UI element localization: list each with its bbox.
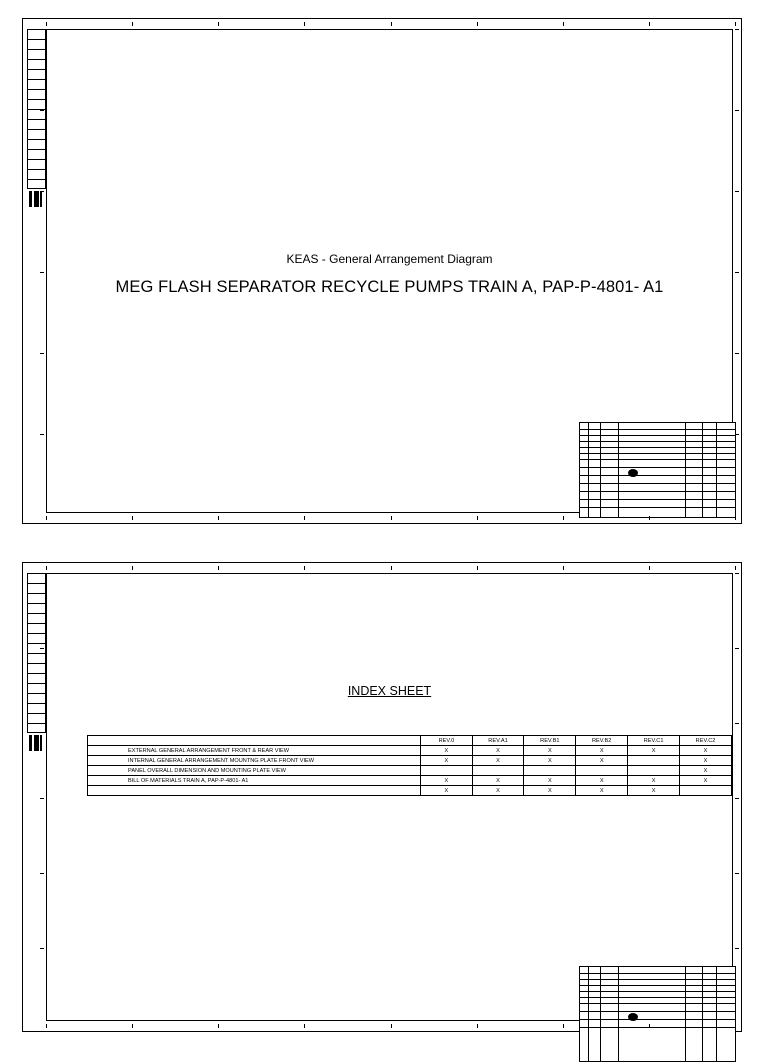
border-tick [735,22,736,26]
border-tick [735,434,739,435]
border-tick [735,723,739,724]
table-row [88,766,732,776]
revision-mark: X [576,746,628,756]
orientation-mark [27,191,44,207]
border-tick [649,1024,650,1028]
row-description: PANEL OVERALL DIMENSION AND MOUNTING PLATE VIEW [88,766,421,776]
revision-mark: X [421,746,472,756]
border-tick [735,516,736,520]
border-tick [735,1024,736,1028]
title-block [579,966,736,1062]
border-tick [649,516,650,520]
revision-mark: X [524,776,576,786]
border-tick [735,29,739,30]
border-tick [391,1024,392,1028]
column-header: REV.B2 [576,736,628,746]
border-tick [735,191,739,192]
table-row [88,746,732,756]
border-tick [735,110,739,111]
border-tick [40,948,44,949]
border-tick [40,191,44,192]
row-description: BILL OF MATERIALS TRAIN A, PAP-P-4801- A1 [88,776,421,786]
border-tick [735,573,739,574]
revision-mark: X [421,786,472,796]
index-sheet-heading: INDEX SHEET [347,684,432,698]
border-tick [46,566,47,570]
revision-mark [680,786,732,796]
border-tick [735,948,739,949]
revision-mark: X [576,776,628,786]
row-description: EXTERNAL GENERAL ARRANGEMENT FRONT & REAR VIEW [88,746,421,756]
border-tick [132,566,133,570]
border-tick [304,566,305,570]
table-row [88,756,732,766]
border-tick [563,22,564,26]
revision-mark: X [524,786,576,796]
drawing-frame [46,573,733,1021]
border-tick [46,22,47,26]
border-tick [563,516,564,520]
revision-mark [472,766,524,776]
revision-mark: X [680,756,732,766]
drawing-sheet-index [22,562,742,1032]
border-tick [649,566,650,570]
border-tick [40,873,44,874]
orientation-mark [27,735,44,751]
revision-mark [628,756,680,766]
border-tick [40,573,44,574]
border-tick [649,22,650,26]
revision-mark [628,766,680,776]
border-tick [735,648,739,649]
border-tick [40,648,44,649]
revision-mark: X [576,786,628,796]
border-tick [391,516,392,520]
border-tick [735,566,736,570]
revision-mark: X [628,746,680,756]
index-table [87,735,732,796]
revision-mark: X [628,776,680,786]
table-row [88,776,732,786]
border-tick [735,353,739,354]
border-tick [218,1024,219,1028]
border-tick [304,1024,305,1028]
table-header-row [88,736,732,746]
column-header: REV.0 [421,736,472,746]
border-tick [132,1024,133,1028]
column-header: REV.A1 [472,736,524,746]
border-tick [40,353,44,354]
revision-strip [27,29,46,189]
column-header: REV.C2 [680,736,732,746]
border-tick [132,22,133,26]
revision-strip [27,573,46,733]
border-tick [563,566,564,570]
drawing-title: MEG FLASH SEPARATOR RECYCLE PUMPS TRAIN A, PAP-P-4801- A1 [115,278,664,296]
border-tick [735,873,739,874]
revision-mark: X [680,746,732,756]
border-tick [391,22,392,26]
border-tick [132,516,133,520]
revision-mark: X [472,786,524,796]
title-block [579,422,736,518]
revision-mark [576,766,628,776]
header-description [88,736,421,746]
revision-mark: X [524,746,576,756]
border-tick [735,798,739,799]
row-description: INTERNAL GENERAL ARRANGEMENT MOUNTNG PLATE FRONT VIEW [88,756,421,766]
border-tick [218,516,219,520]
revision-mark: X [472,776,524,786]
border-tick [304,516,305,520]
border-tick [46,516,47,520]
border-tick [304,22,305,26]
revision-mark [524,766,576,776]
column-header: REV.C1 [628,736,680,746]
border-tick [477,1024,478,1028]
drawing-subtitle: KEAS - General Arrangement Diagram [286,252,493,266]
border-tick [40,29,44,30]
revision-mark: X [472,756,524,766]
border-tick [40,272,44,273]
border-tick [218,22,219,26]
border-tick [735,272,739,273]
row-description [88,786,421,796]
revision-mark: X [680,766,732,776]
revision-mark: X [472,746,524,756]
border-tick [391,566,392,570]
revision-mark: X [576,756,628,766]
border-tick [46,1024,47,1028]
revision-mark: X [421,756,472,766]
revision-mark: X [524,756,576,766]
revision-mark: X [680,776,732,786]
revision-mark: X [628,786,680,796]
border-tick [40,434,44,435]
drawing-sheet-cover [22,18,742,524]
revision-mark [421,766,472,776]
border-tick [477,566,478,570]
border-tick [40,723,44,724]
border-tick [477,516,478,520]
column-header: REV.B1 [524,736,576,746]
border-tick [218,566,219,570]
border-tick [477,22,478,26]
border-tick [563,1024,564,1028]
border-tick [40,798,44,799]
table-row [88,786,732,796]
border-tick [40,110,44,111]
revision-mark: X [421,776,472,786]
